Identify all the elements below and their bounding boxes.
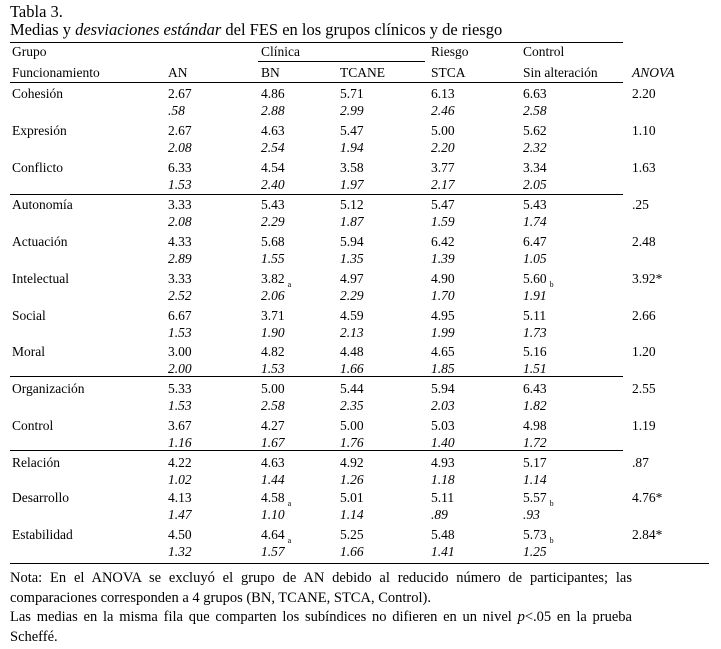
mean-stca [431, 344, 455, 360]
row-label: Autonomía [12, 197, 73, 212]
mean-value: 4.64 [261, 527, 285, 542]
mean-stca [431, 308, 455, 324]
mean-value: 5.62 [523, 123, 547, 138]
mean-an [168, 455, 192, 471]
mean-bn [261, 86, 285, 102]
sd-control: .93 [523, 507, 540, 522]
mean-value: 4.97 [340, 271, 364, 286]
sd-stca: 2.46 [431, 103, 455, 118]
mean-control [523, 160, 547, 176]
sd-control: 1.25 [523, 544, 547, 559]
mean-value: 6.33 [168, 160, 192, 175]
mean-stca [431, 197, 455, 213]
mean-tcane [340, 381, 364, 397]
mean-bn [261, 418, 285, 434]
scheffe-subscript: a [287, 499, 292, 508]
mean-tcane [340, 86, 364, 102]
row-label: Social [12, 308, 46, 323]
mean-tcane [340, 234, 364, 250]
header-an: AN [168, 65, 188, 80]
sd-control: 1.73 [523, 325, 547, 340]
row-label: Intelectual [12, 271, 69, 286]
table-note [10, 569, 632, 647]
anova-value: 2.66 [632, 308, 656, 323]
sd-tcane: 1.66 [340, 544, 364, 559]
mean-tcane [340, 160, 364, 176]
mean-bn [261, 197, 285, 213]
header-funcionamiento: Funcionamiento [12, 65, 100, 80]
sd-tcane: 1.26 [340, 472, 364, 487]
top-rule [10, 42, 623, 43]
anova-value: 2.55 [632, 381, 656, 396]
mean-an [168, 234, 192, 250]
sd-control: 1.51 [523, 361, 547, 376]
sd-an: 2.00 [168, 361, 192, 376]
mean-value: 5.43 [523, 197, 547, 212]
mean-an [168, 418, 192, 434]
sd-an: 1.32 [168, 544, 192, 559]
clinica-span-rule [258, 61, 425, 62]
mean-an [168, 86, 192, 102]
mean-stca [431, 271, 455, 287]
mean-value: 5.94 [340, 234, 364, 249]
mean-value: 6.47 [523, 234, 547, 249]
mean-value: 5.01 [340, 490, 364, 505]
mean-control [523, 308, 546, 324]
sd-tcane: 1.76 [340, 435, 364, 450]
sd-stca: 1.41 [431, 544, 455, 559]
mean-control [523, 271, 554, 289]
anova-value: .25 [632, 197, 649, 212]
mean-bn [261, 344, 285, 360]
mean-value: 5.33 [168, 381, 192, 396]
mean-bn [261, 455, 285, 471]
row-label: Expresión [12, 123, 67, 138]
mean-value: 5.48 [431, 527, 455, 542]
mean-value: 5.11 [523, 308, 547, 323]
sd-stca: 1.18 [431, 472, 455, 487]
mean-value: 5.43 [261, 197, 285, 212]
scheffe-subscript: a [287, 536, 292, 545]
mean-value: 4.92 [340, 455, 364, 470]
row-label: Conflicto [12, 160, 63, 175]
mean-value: 5.12 [340, 197, 364, 212]
sd-an: 2.08 [168, 140, 192, 155]
sd-bn: 2.40 [261, 177, 285, 192]
mean-an [168, 271, 192, 287]
anova-value: 1.20 [632, 344, 656, 359]
mean-value: 4.27 [261, 418, 285, 433]
header-clinica: Clínica [261, 44, 300, 59]
mean-tcane [340, 490, 364, 506]
mean-tcane [340, 344, 364, 360]
anova-value: .87 [632, 455, 649, 470]
scheffe-subscript: b [549, 499, 554, 508]
mean-tcane [340, 123, 364, 139]
sd-an: .58 [168, 103, 185, 118]
sd-bn: 1.53 [261, 361, 285, 376]
sd-tcane: 2.35 [340, 398, 364, 413]
mean-value: 4.48 [340, 344, 364, 359]
mean-bn [261, 123, 285, 139]
sd-control: 2.32 [523, 140, 547, 155]
note-text: Las medias en la misma fila que comparten los subíndices no difieren en un nivel [10, 609, 518, 625]
mean-an [168, 308, 192, 324]
header-grupo: Grupo [12, 44, 47, 59]
header-control: Control [523, 44, 565, 59]
header-riesgo: Riesgo [431, 44, 469, 59]
mean-an [168, 197, 192, 213]
mean-value: 3.58 [340, 160, 364, 175]
scheffe-subscript: a [287, 280, 292, 289]
row-label: Desarrollo [12, 490, 69, 505]
mean-value: 5.00 [340, 418, 364, 433]
mean-value: 2.67 [168, 86, 192, 101]
mean-value: 4.65 [431, 344, 455, 359]
sd-tcane: 2.29 [340, 288, 364, 303]
sd-bn: 2.58 [261, 398, 285, 413]
sd-an: 2.08 [168, 214, 192, 229]
mean-stca [431, 86, 455, 102]
row-label: Moral [12, 344, 45, 359]
sd-an: 1.53 [168, 398, 192, 413]
section-rule [10, 194, 623, 195]
mean-bn [261, 381, 285, 397]
mean-value: 5.25 [340, 527, 364, 542]
mean-value: 4.33 [168, 234, 192, 249]
section-rule [10, 376, 623, 377]
mean-tcane [340, 455, 364, 471]
mean-control [523, 455, 547, 471]
mean-tcane [340, 527, 364, 543]
mean-value: 5.60 [523, 271, 547, 286]
mean-stca [431, 418, 455, 434]
sd-bn: 2.54 [261, 140, 285, 155]
mean-an [168, 490, 192, 506]
sd-bn: 1.57 [261, 544, 285, 559]
sd-stca: 2.03 [431, 398, 455, 413]
mean-value: 4.58 [261, 490, 285, 505]
sd-tcane: 1.14 [340, 507, 364, 522]
mean-value: 4.63 [261, 455, 285, 470]
mean-control [523, 344, 547, 360]
mean-tcane [340, 308, 364, 324]
mean-bn [261, 271, 291, 289]
caption-text: Medias y [10, 20, 76, 39]
mean-value: 6.42 [431, 234, 455, 249]
sd-control: 1.72 [523, 435, 547, 450]
scheffe-subscript: b [549, 536, 554, 545]
mean-control [523, 418, 547, 434]
mean-value: 5.73 [523, 527, 547, 542]
mean-stca [431, 455, 455, 471]
mean-bn [261, 160, 285, 176]
sd-stca: .89 [431, 507, 448, 522]
mean-value: 3.34 [523, 160, 547, 175]
header-tcane: TCANE [340, 65, 385, 80]
row-label: Control [12, 418, 54, 433]
anova-value: 4.76* [632, 490, 663, 505]
mean-control [523, 527, 554, 545]
mean-value: 3.82 [261, 271, 285, 286]
mean-value: 3.67 [168, 418, 192, 433]
header-rule [10, 82, 623, 83]
sd-bn: 2.88 [261, 103, 285, 118]
mean-value: 4.54 [261, 160, 285, 175]
mean-value: 5.68 [261, 234, 285, 249]
mean-value: 4.50 [168, 527, 192, 542]
mean-value: 6.43 [523, 381, 547, 396]
sd-bn: 1.67 [261, 435, 285, 450]
sd-control: 1.14 [523, 472, 547, 487]
mean-value: 3.71 [261, 308, 285, 323]
mean-value: 3.33 [168, 271, 192, 286]
mean-value: 6.67 [168, 308, 192, 323]
mean-value: 5.00 [431, 123, 455, 138]
sd-bn: 1.90 [261, 325, 285, 340]
mean-control [523, 381, 547, 397]
mean-value: 3.77 [431, 160, 455, 175]
caption-italic-text: desviaciones estándar [75, 20, 222, 39]
note-text-end: <.05 en la prueba Scheffé. [10, 609, 632, 645]
mean-stca [431, 490, 454, 506]
note-paragraph-1: Nota: En el ANOVA se excluyó el grupo de AN debido al reducido número de participantes; las comparaciones corresponden a 4 grupos (BN, TCANE, STCA, Control). [10, 570, 632, 606]
bottom-rule [10, 563, 709, 564]
mean-stca [431, 123, 455, 139]
sd-control: 1.82 [523, 398, 547, 413]
mean-value: 5.57 [523, 490, 547, 505]
mean-value: 3.33 [168, 197, 192, 212]
row-label: Estabilidad [12, 527, 73, 542]
sd-tcane: 1.94 [340, 140, 364, 155]
row-label: Relación [12, 455, 60, 470]
sd-bn: 1.55 [261, 251, 285, 266]
sd-tcane: 2.13 [340, 325, 364, 340]
mean-tcane [340, 197, 364, 213]
mean-bn [261, 308, 285, 324]
mean-an [168, 527, 192, 543]
sd-stca: 1.59 [431, 214, 455, 229]
sd-stca: 1.99 [431, 325, 455, 340]
caption-text-end: del FES en los grupos clínicos y de riesgo [221, 20, 503, 39]
sd-bn: 2.29 [261, 214, 285, 229]
mean-an [168, 123, 192, 139]
sd-bn: 1.10 [261, 507, 285, 522]
table-caption-title [10, 20, 502, 40]
mean-value: 5.03 [431, 418, 455, 433]
header-anova: ANOVA [632, 65, 675, 80]
sd-stca: 1.85 [431, 361, 455, 376]
mean-stca [431, 160, 455, 176]
mean-value: 5.47 [340, 123, 364, 138]
mean-control [523, 86, 547, 102]
sd-tcane: 1.97 [340, 177, 364, 192]
mean-value: 4.82 [261, 344, 285, 359]
sd-control: 1.74 [523, 214, 547, 229]
mean-bn [261, 490, 291, 508]
row-label: Actuación [12, 234, 68, 249]
mean-control [523, 490, 554, 508]
sd-bn: 1.44 [261, 472, 285, 487]
mean-control [523, 234, 547, 250]
sd-stca: 1.70 [431, 288, 455, 303]
anova-value: 1.19 [632, 418, 656, 433]
sd-control: 1.05 [523, 251, 547, 266]
sd-stca: 1.40 [431, 435, 455, 450]
sd-an: 1.16 [168, 435, 192, 450]
row-label: Cohesión [12, 86, 64, 101]
note-p-symbol: p [517, 609, 525, 625]
header-stca: STCA [431, 65, 466, 80]
mean-value: 4.63 [261, 123, 285, 138]
mean-bn [261, 527, 291, 545]
sd-bn: 2.06 [261, 288, 285, 303]
mean-value: 2.67 [168, 123, 192, 138]
row-label: Organización [12, 381, 85, 396]
mean-value: 4.86 [261, 86, 285, 101]
sd-tcane: 1.66 [340, 361, 364, 376]
mean-value: 5.94 [431, 381, 455, 396]
mean-value: 6.13 [431, 86, 455, 101]
mean-bn [261, 234, 285, 250]
mean-control [523, 123, 547, 139]
mean-an [168, 160, 192, 176]
mean-value: 5.17 [523, 455, 547, 470]
header-sin-alteracion: Sin alteración [523, 65, 598, 80]
header-bn: BN [261, 65, 280, 80]
sd-control: 1.91 [523, 288, 547, 303]
sd-control: 2.58 [523, 103, 547, 118]
note-paragraph-2 [10, 608, 632, 647]
anova-value: 2.84* [632, 527, 663, 542]
mean-value: 5.16 [523, 344, 547, 359]
sd-an: 2.52 [168, 288, 192, 303]
sd-stca: 2.17 [431, 177, 455, 192]
sd-an: 1.53 [168, 325, 192, 340]
sd-an: 1.53 [168, 177, 192, 192]
mean-value: 4.93 [431, 455, 455, 470]
sd-an: 1.47 [168, 507, 192, 522]
mean-control [523, 197, 547, 213]
sd-stca: 1.39 [431, 251, 455, 266]
mean-value: 4.59 [340, 308, 364, 323]
sd-tcane: 2.99 [340, 103, 364, 118]
mean-value: 5.44 [340, 381, 364, 396]
mean-value: 4.95 [431, 308, 455, 323]
sd-an: 2.89 [168, 251, 192, 266]
anova-value: 1.10 [632, 123, 656, 138]
sd-control: 2.05 [523, 177, 547, 192]
mean-stca [431, 234, 455, 250]
sd-tcane: 1.87 [340, 214, 364, 229]
mean-value: 5.00 [261, 381, 285, 396]
mean-value: 4.13 [168, 490, 192, 505]
mean-value: 4.90 [431, 271, 455, 286]
table-caption-number: Tabla 3. [10, 2, 63, 21]
section-rule [10, 450, 623, 451]
mean-an [168, 381, 192, 397]
mean-value: 5.47 [431, 197, 455, 212]
sd-tcane: 1.35 [340, 251, 364, 266]
sd-stca: 2.20 [431, 140, 455, 155]
anova-value: 1.63 [632, 160, 656, 175]
mean-value: 5.11 [431, 490, 455, 505]
mean-stca [431, 527, 455, 543]
mean-tcane [340, 418, 364, 434]
mean-value: 3.00 [168, 344, 192, 359]
mean-tcane [340, 271, 364, 287]
mean-value: 5.71 [340, 86, 364, 101]
mean-stca [431, 381, 455, 397]
anova-value: 3.92* [632, 271, 663, 286]
sd-an: 1.02 [168, 472, 192, 487]
mean-value: 4.22 [168, 455, 192, 470]
mean-an [168, 344, 192, 360]
anova-value: 2.48 [632, 234, 656, 249]
anova-value: 2.20 [632, 86, 656, 101]
mean-value: 6.63 [523, 86, 547, 101]
scheffe-subscript: b [549, 280, 554, 289]
mean-value: 4.98 [523, 418, 547, 433]
